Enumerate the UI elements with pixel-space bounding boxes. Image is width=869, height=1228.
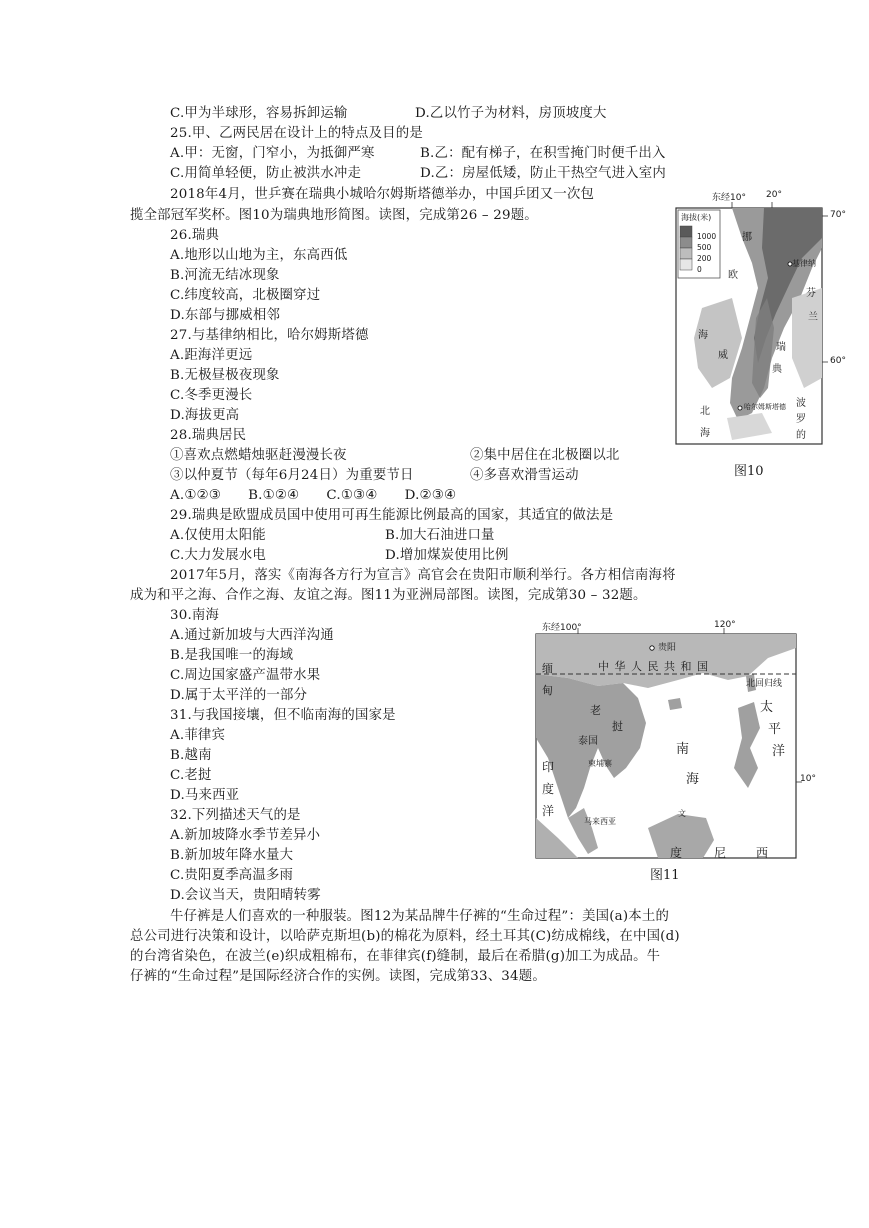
lon-label: 120° xyxy=(714,620,736,630)
text-line: C.甲为半球形，容易拆卸运输 xyxy=(170,106,348,121)
map-label: 欧 xyxy=(728,270,738,281)
legend-value: 500 xyxy=(697,243,712,252)
option-a: A.甲：无窗，门窄小，为抵御严寒 xyxy=(170,146,375,161)
figure-caption: 图10 xyxy=(734,464,764,479)
option-c: C.贵阳夏季高温多雨 xyxy=(170,868,294,883)
figure-11-asia-map xyxy=(528,618,818,883)
statement-4: ④多喜欢滑雪运动 xyxy=(470,468,579,483)
statement-1: ①喜欢点燃蜡烛驱赶漫漫长夜 xyxy=(170,448,347,463)
map-label: 缅 xyxy=(542,662,553,675)
city-label-kiruna: 基律纳 xyxy=(792,259,816,268)
option-c: C.周边国家盛产温带水果 xyxy=(170,668,321,683)
legend-value: 1000 xyxy=(697,232,717,241)
option-a: A.新加坡降水季节差异小 xyxy=(170,828,321,843)
map-label: 文 xyxy=(678,809,686,818)
ocean-label: 印 xyxy=(542,760,555,774)
passage-line: 总公司进行决策和设计，以哈萨克斯坦(b)的棉花为原料，经土耳其(C)纺成棉线，在中国(d) xyxy=(130,929,680,944)
option-a: A.地形以山地为主，东高西低 xyxy=(170,248,348,263)
map-label: 甸 xyxy=(542,684,553,697)
map-label: 芬 xyxy=(806,288,816,299)
ocean-label: 洋 xyxy=(772,744,786,759)
option-d: D.属于太平洋的一部分 xyxy=(170,688,308,703)
map-label: 兰 xyxy=(808,312,818,323)
passage-line: 牛仔裤是人们喜欢的一种服装。图12为某品牌牛仔裤的“生命过程”：美国(a)本土的 xyxy=(170,909,670,924)
option-a: A.仅使用太阳能 xyxy=(170,528,266,543)
option-c: C.冬季更漫长 xyxy=(170,388,253,403)
map-label: 的 xyxy=(796,430,806,441)
map-label: 罗 xyxy=(796,414,806,425)
lon-label: 20° xyxy=(766,190,782,200)
map-label: 尼 xyxy=(714,846,727,860)
option-c: C.大力发展水电 xyxy=(170,548,266,563)
city-label-guiyang: 贵阳 xyxy=(658,643,677,653)
figure-10-sweden-map xyxy=(672,188,857,479)
map-label: 海 xyxy=(700,428,710,439)
passage-line: 揽全部冠军奖杯。图10为瑞典地形简图。读图，完成第26 – 29题。 xyxy=(130,208,538,223)
option-c: C.纬度较高，北极圈穿过 xyxy=(170,288,321,303)
passage-line: 2017年5月，落实《南海各方行为宣言》高官会在贵阳市顺利举行。各方相信南海将 xyxy=(170,568,676,583)
legend-value: 200 xyxy=(697,254,712,263)
option-d: D.乙：房屋低矮，防止干热空气进入室内 xyxy=(420,166,666,181)
figure-caption: 图11 xyxy=(650,868,680,883)
question-25: 25.甲、乙两民居在设计上的特点及目的是 xyxy=(170,126,423,141)
option-b: B.河流无结冰现象 xyxy=(170,268,280,283)
map-label: 典 xyxy=(772,364,782,375)
question-26: 26.瑞典 xyxy=(170,228,220,243)
passage-line: 的台湾省染色，在波兰(e)织成粗棉布，在菲律宾(f)缝制，最后在希腊(g)加工为成品。牛 xyxy=(130,949,661,964)
map-label: 威 xyxy=(718,350,728,361)
ocean-label: 度 xyxy=(542,782,555,796)
option-a: A.通过新加坡与大西洋沟通 xyxy=(170,628,334,643)
map-label: 海 xyxy=(698,330,708,341)
lat-label: 70° xyxy=(830,210,846,220)
ocean-label: 洋 xyxy=(542,804,555,818)
map-label: 度 xyxy=(670,846,683,860)
lat-label: 60° xyxy=(830,356,846,366)
statement-2: ②集中居住在北极圈以北 xyxy=(470,448,620,463)
question-28: 28.瑞典居民 xyxy=(170,428,247,443)
option-a: A.菲律宾 xyxy=(170,728,226,743)
option-d: D.会议当天，贵阳晴转雾 xyxy=(170,888,321,903)
question-30: 30.南海 xyxy=(170,608,220,623)
option-b: B.新加坡年降水量大 xyxy=(170,848,294,863)
question-29: 29.瑞典是欧盟成员国中使用可再生能源比例最高的国家，其适宜的做法是 xyxy=(170,508,614,523)
legend-value: 0 xyxy=(697,265,702,274)
map-label: 波 xyxy=(796,398,806,409)
question-31: 31.与我国接壤，但不临南海的国家是 xyxy=(170,708,396,723)
passage-line: 成为和平之海、合作之海、友谊之海。图11为亚洲局部图。读图，完成第30 – 32题。 xyxy=(130,588,647,603)
tropic-label: 北回归线 xyxy=(746,679,783,689)
option-d: D.海拔更高 xyxy=(170,408,240,423)
option-b: B.越南 xyxy=(170,748,212,763)
question-32: 32.下列描述天气的是 xyxy=(170,808,301,823)
map-label: 瑞 xyxy=(776,342,786,353)
option-b: B.乙：配有梯子，在积雪掩门时便千出入 xyxy=(420,146,666,161)
option-c: C.老挝 xyxy=(170,768,212,783)
text-line: D.乙以竹子为材料，房顶坡度大 xyxy=(415,106,607,121)
country-label-thailand: 泰国 xyxy=(578,736,598,747)
lon-label: 东经10° xyxy=(712,193,746,203)
legend-title: 海拔(米) xyxy=(681,213,712,222)
option-d: D.增加煤炭使用比例 xyxy=(385,548,509,563)
option-d: D.东部与挪威相邻 xyxy=(170,308,281,323)
map-label: 挪 xyxy=(742,232,752,243)
city-label-halmstad: 哈尔姆斯塔德 xyxy=(744,403,786,411)
option-c: C.用简单轻便，防止被洪水冲走 xyxy=(170,166,362,181)
option-b: B.无极昼极夜现象 xyxy=(170,368,280,383)
country-label-china: 中 华 人 民 共 和 国 xyxy=(598,660,709,673)
country-label-malaysia: 马来西亚 xyxy=(584,817,616,826)
sea-label: 南 xyxy=(676,742,690,757)
statement-3: ③以仲夏节（每年6月24日）为重要节日 xyxy=(170,468,414,483)
question-27: 27.与基律纳相比，哈尔姆斯塔德 xyxy=(170,328,369,343)
option-d: D.马来西亚 xyxy=(170,788,240,803)
country-label-cambodia: 柬埔寨 xyxy=(588,759,612,768)
passage-line: 仔裤的“生命过程”是国际经济合作的实例。读图，完成第33、34题。 xyxy=(130,969,546,984)
ocean-label: 太 xyxy=(760,700,774,715)
lon-label: 东经100° xyxy=(542,623,582,633)
ocean-label: 平 xyxy=(768,722,782,737)
map-label: 老 xyxy=(590,704,601,717)
passage-line: 2018年4月，世乒赛在瑞典小城哈尔姆斯塔德举办，中国乒团又一次包 xyxy=(170,187,595,202)
options-row: A.①②③ B.①②④ C.①③④ D.②③④ xyxy=(170,488,457,503)
sea-label: 海 xyxy=(686,772,700,787)
map-label: 西 xyxy=(756,846,769,860)
option-b: B.加大石油进口量 xyxy=(385,528,495,543)
option-b: B.是我国唯一的海域 xyxy=(170,648,294,663)
option-a: A.距海洋更远 xyxy=(170,348,253,363)
map-label: 北 xyxy=(700,406,710,417)
lat-label: 10° xyxy=(800,774,816,784)
map-label: 挝 xyxy=(612,720,623,733)
